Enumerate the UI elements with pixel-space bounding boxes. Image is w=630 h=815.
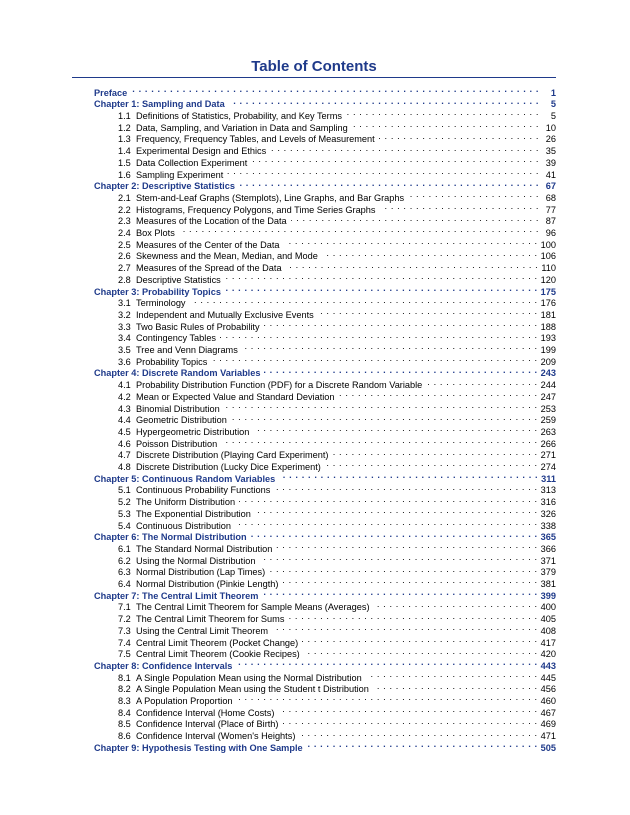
- dot-leader: [366, 669, 538, 681]
- section-title: Mean or Expected Value and Standard Deviation: [136, 391, 335, 402]
- section-number: 8.1: [118, 672, 131, 683]
- toc-section-entry[interactable]: [118, 494, 556, 506]
- section-title: Binomial Distribution: [136, 403, 220, 414]
- section-number: 4.8: [118, 462, 131, 473]
- page-number: 365: [540, 532, 556, 543]
- section-number: 1.3: [118, 134, 131, 145]
- dot-leader: [302, 634, 537, 646]
- dot-leader: [352, 119, 539, 131]
- toc-section-entry[interactable]: [118, 388, 556, 400]
- section-title: Normal Distribution (Pinkie Length): [136, 579, 279, 590]
- page-number: 456: [540, 684, 556, 695]
- section-number: 5.2: [118, 497, 131, 508]
- section-title: Hypergeometric Distribution: [136, 426, 250, 437]
- dot-leader: [255, 505, 538, 517]
- section-number: 5.3: [118, 508, 131, 519]
- dot-leader: [253, 423, 537, 435]
- dot-leader: [269, 564, 537, 576]
- section-title: Confidence Interval (Women's Heights): [136, 731, 296, 742]
- section-number: 2.7: [118, 263, 131, 274]
- dot-leader: [231, 412, 538, 424]
- page-number: 326: [540, 508, 556, 519]
- toc-section-entry[interactable]: [118, 166, 556, 178]
- toc-chapter-entry[interactable]: [94, 587, 556, 599]
- section-title: Continuous Distribution: [136, 520, 231, 531]
- section-number: 5.1: [118, 485, 131, 496]
- page-number: 209: [540, 356, 556, 367]
- page-number: 106: [540, 251, 556, 262]
- dot-leader: [225, 271, 538, 283]
- page-number: 420: [540, 649, 556, 660]
- page-number: 110: [541, 263, 556, 274]
- dot-leader: [380, 201, 540, 213]
- section-title: The Uniform Distribution: [136, 497, 236, 508]
- dot-leader: [251, 154, 539, 166]
- chapter-title: Chapter 1: Sampling and Data: [94, 99, 225, 110]
- section-number: 6.3: [118, 567, 131, 578]
- toc-section-entry[interactable]: [118, 517, 556, 529]
- section-number: 8.6: [118, 731, 131, 742]
- section-number: 4.2: [118, 391, 131, 402]
- section-title: Continuous Probability Functions: [136, 485, 271, 496]
- page-number: 443: [540, 660, 556, 671]
- toc-section-entry[interactable]: [118, 552, 556, 564]
- toc-section-entry[interactable]: [118, 119, 556, 131]
- dot-leader: [262, 587, 537, 599]
- section-title: Histograms, Frequency Polygons, and Time Series Graphs: [136, 204, 376, 215]
- section-title: Geometric Distribution: [136, 415, 227, 426]
- page-number: 176: [540, 298, 556, 309]
- section-title: A Single Population Mean using the Student t Distribution: [136, 684, 369, 695]
- section-title: Measures of the Center of the Data: [136, 239, 280, 250]
- section-title: Confidence Interval (Home Costs): [136, 707, 275, 718]
- page-number: 405: [540, 614, 556, 625]
- toc-section-entry[interactable]: [118, 458, 556, 473]
- toc-section-entry[interactable]: [118, 154, 556, 166]
- page-number: 266: [540, 438, 556, 449]
- toc-section-entry[interactable]: [118, 599, 556, 611]
- dot-leader: [270, 143, 539, 155]
- chapter-title: Chapter 4: Discrete Random Variables: [94, 368, 261, 379]
- toc-section-entry[interactable]: [118, 681, 556, 693]
- toc-section-entry[interactable]: [118, 377, 556, 389]
- page-number: 87: [545, 216, 556, 227]
- chapter-title: Chapter 3: Probability Topics: [94, 286, 221, 297]
- section-number: 3.3: [118, 321, 131, 332]
- section-title: Poisson Distribution: [136, 438, 218, 449]
- dot-leader: [426, 377, 537, 389]
- section-title: Experimental Design and Ethics: [136, 146, 267, 157]
- section-title: Discrete Distribution (Lucky Dice Experiment): [136, 462, 321, 473]
- toc-section-entry[interactable]: [118, 622, 556, 634]
- dot-leader: [299, 728, 537, 740]
- section-title: Two Basic Rules of Probability: [136, 321, 260, 332]
- dot-leader: [276, 540, 537, 552]
- toc-section-entry[interactable]: [118, 248, 556, 260]
- page-number: 467: [540, 707, 556, 718]
- page-number: 471: [540, 731, 556, 742]
- section-title: Measures of the Spread of the Data: [136, 263, 282, 274]
- section-title: The Central Limit Theorem for Sums: [136, 614, 285, 625]
- section-title: Tree and Venn Diagrams: [136, 345, 238, 356]
- dot-leader: [221, 435, 537, 447]
- page-number: 271: [540, 450, 556, 461]
- dot-leader: [225, 283, 538, 295]
- section-title: A Population Proportion: [136, 696, 233, 707]
- section-number: 2.3: [118, 216, 131, 227]
- dot-leader: [227, 166, 539, 178]
- section-number: 6.4: [118, 579, 131, 590]
- page-number: 243: [540, 368, 556, 379]
- toc-section-entry[interactable]: [118, 107, 556, 122]
- dot-leader: [307, 739, 538, 751]
- dot-leader: [239, 178, 539, 190]
- toc-section-entry[interactable]: [118, 306, 556, 318]
- section-title: Probability Topics: [136, 356, 208, 367]
- section-number: 1.1: [118, 111, 131, 122]
- section-title: Data, Sampling, and Variation in Data and Sampling: [136, 122, 348, 133]
- page-number: 35: [545, 146, 556, 157]
- toc-section-entry[interactable]: [118, 201, 556, 213]
- section-number: 2.1: [118, 192, 131, 203]
- page-number: 26: [545, 134, 556, 145]
- section-title: The Exponential Distribution: [136, 508, 251, 519]
- section-title: Data Collection Experiment: [136, 157, 248, 168]
- section-number: 5.4: [118, 520, 131, 531]
- page-number: 469: [540, 719, 556, 730]
- section-title: Skewness and the Mean, Median, and Mode: [136, 251, 318, 262]
- section-number: 3.4: [118, 333, 131, 344]
- toc-section-entry[interactable]: [118, 341, 556, 356]
- dot-leader: [274, 482, 537, 494]
- toc-section-entry[interactable]: [118, 447, 556, 459]
- dot-leader: [239, 494, 538, 506]
- toc-section-entry[interactable]: [118, 260, 556, 272]
- dot-leader: [373, 681, 538, 693]
- section-title: Contingency Tables: [136, 333, 217, 344]
- toc-section-entry[interactable]: [118, 330, 556, 342]
- section-title: Discrete Distribution (Playing Card Experiment): [136, 450, 329, 461]
- page-number: 399: [540, 590, 556, 601]
- toc-chapter-entry[interactable]: [94, 657, 556, 669]
- dot-leader: [291, 213, 539, 225]
- section-number: 2.8: [118, 274, 131, 285]
- toc-section-entry[interactable]: [118, 400, 556, 412]
- page-number: 41: [545, 169, 556, 180]
- chapter-title: Chapter 6: The Normal Distribution: [94, 532, 247, 543]
- dot-leader: [264, 365, 537, 377]
- toc-chapter-entry[interactable]: [94, 84, 556, 96]
- section-title: Using the Central Limit Theorem: [136, 625, 269, 636]
- toc-section-entry[interactable]: [118, 646, 556, 658]
- section-number: 7.3: [118, 625, 131, 636]
- section-title: The Standard Normal Distribution: [136, 543, 273, 554]
- section-number: 7.5: [118, 649, 131, 660]
- toc-section-entry[interactable]: [118, 540, 556, 552]
- section-number: 4.3: [118, 403, 131, 414]
- page-number: 366: [540, 543, 556, 554]
- section-number: 7.4: [118, 637, 131, 648]
- page-number: 1: [550, 87, 556, 98]
- dot-leader: [318, 306, 538, 318]
- toc-section-entry[interactable]: [118, 213, 556, 225]
- page-number: 505: [540, 742, 556, 753]
- section-number: 1.5: [118, 157, 131, 168]
- page-number: 244: [540, 380, 556, 391]
- section-number: 8.4: [118, 707, 131, 718]
- section-title: Central Limit Theorem (Cookie Recipes): [136, 649, 300, 660]
- page-number: 100: [540, 239, 556, 250]
- toc-section-entry[interactable]: [118, 634, 556, 646]
- toc-section-entry[interactable]: [118, 318, 556, 330]
- toc-section-entry[interactable]: [118, 505, 556, 517]
- dot-leader: [251, 529, 538, 541]
- section-title: Independent and Mutually Exclusive Events: [136, 309, 314, 320]
- page-number: 181: [540, 309, 556, 320]
- dot-leader: [224, 400, 538, 412]
- dot-leader: [220, 330, 538, 342]
- dot-leader: [339, 388, 538, 400]
- section-title: Central Limit Theorem (Pocket Change): [136, 637, 299, 648]
- toc-chapter-entry[interactable]: [94, 739, 556, 751]
- dot-leader: [237, 692, 538, 704]
- section-number: 7.1: [118, 602, 131, 613]
- section-number: 7.2: [118, 614, 131, 625]
- dot-leader: [304, 646, 538, 658]
- section-number: 8.3: [118, 696, 131, 707]
- toc-section-entry[interactable]: [118, 131, 556, 143]
- page-number: 68: [545, 192, 556, 203]
- dot-leader: [259, 552, 537, 564]
- section-title: Using the Normal Distribution: [136, 555, 256, 566]
- section-number: 2.4: [118, 228, 131, 239]
- section-number: 8.5: [118, 719, 131, 730]
- page-number: 247: [540, 391, 556, 402]
- page-number: 371: [540, 555, 556, 566]
- section-title: The Central Limit Theorem for Sample Means (Averages): [136, 602, 370, 613]
- dot-leader: [131, 84, 539, 96]
- dot-leader: [325, 458, 538, 470]
- dot-leader: [282, 575, 537, 587]
- section-number: 4.1: [118, 380, 131, 391]
- dot-leader: [242, 341, 538, 353]
- page-number: 316: [540, 497, 556, 508]
- page-number: 263: [540, 426, 556, 437]
- page-number: 67: [545, 181, 556, 192]
- page-number: 5: [550, 111, 556, 122]
- toc-section-entry[interactable]: [118, 143, 556, 155]
- toc-section-entry[interactable]: [118, 564, 556, 576]
- section-number: 1.4: [118, 146, 131, 157]
- dot-leader: [190, 295, 538, 307]
- page-number: 460: [540, 696, 556, 707]
- page-number: 381: [540, 579, 556, 590]
- page-number: 5: [550, 99, 556, 110]
- toc-chapter-entry[interactable]: [94, 365, 556, 377]
- section-title: A Single Population Mean using the Normal Distribution: [136, 672, 362, 683]
- dot-leader: [229, 96, 539, 108]
- dot-leader: [211, 353, 537, 365]
- chapter-title: Chapter 5: Continuous Random Variables: [94, 473, 276, 484]
- toc-section-entry[interactable]: [118, 353, 556, 365]
- page-number: 193: [540, 333, 556, 344]
- toc-section-entry[interactable]: [118, 412, 556, 424]
- section-title: Sampling Experiment: [136, 169, 224, 180]
- page-number: 338: [540, 520, 556, 531]
- section-number: 6.2: [118, 555, 131, 566]
- toc-section-entry[interactable]: [118, 236, 556, 248]
- chapter-title: Preface: [94, 87, 128, 98]
- section-number: 1.2: [118, 122, 131, 133]
- toc-section-entry[interactable]: [118, 704, 556, 716]
- section-number: 4.5: [118, 426, 131, 437]
- page-number: 408: [540, 625, 556, 636]
- section-title: Confidence Interval (Place of Birth): [136, 719, 279, 730]
- dot-leader: [282, 716, 537, 728]
- section-title: Normal Distribution (Lap Times): [136, 567, 266, 578]
- toc-section-entry[interactable]: [118, 295, 556, 307]
- chapter-title: Chapter 2: Descriptive Statistics: [94, 181, 235, 192]
- section-title: Measures of the Location of the Data: [136, 216, 287, 227]
- page-number: 274: [540, 462, 556, 473]
- page-number: 199: [540, 345, 556, 356]
- toc-section-entry[interactable]: [118, 728, 556, 740]
- toc-section-entry[interactable]: [118, 482, 556, 494]
- section-number: 4.7: [118, 450, 131, 461]
- toc-chapter-entry[interactable]: [94, 470, 556, 482]
- dot-leader: [279, 470, 538, 482]
- page-number: 120: [540, 274, 556, 285]
- dot-leader: [179, 224, 539, 236]
- section-number: 1.6: [118, 169, 131, 180]
- page-number: 313: [540, 485, 556, 496]
- chapter-title: Chapter 8: Confidence Intervals: [94, 660, 233, 671]
- section-number: 4.6: [118, 438, 131, 449]
- toc-chapter-entry[interactable]: [94, 529, 556, 541]
- section-number: 2.6: [118, 251, 131, 262]
- section-number: 2.2: [118, 204, 131, 215]
- page-number: 96: [545, 228, 556, 239]
- dot-leader: [346, 107, 539, 119]
- section-number: 3.1: [118, 298, 131, 309]
- section-title: Descriptive Statistics: [136, 274, 221, 285]
- title-rule: [72, 77, 556, 78]
- page-number: 259: [540, 415, 556, 426]
- dot-leader: [272, 622, 538, 634]
- page-number: 445: [540, 672, 556, 683]
- section-number: 8.2: [118, 684, 131, 695]
- dot-leader: [235, 517, 538, 529]
- section-title: Definitions of Statistics, Probability, and Key Terms: [136, 111, 342, 122]
- page-number: 311: [541, 473, 556, 484]
- toc-chapter-entry[interactable]: [94, 96, 556, 108]
- toc-section-entry[interactable]: [118, 611, 556, 623]
- section-number: 3.2: [118, 309, 131, 320]
- chapter-title: Chapter 9: Hypothesis Testing with One Sample: [94, 742, 303, 753]
- page-number: 175: [540, 286, 556, 297]
- page-title: Table of Contents: [251, 58, 377, 75]
- dot-leader: [286, 260, 539, 272]
- toc-section-entry[interactable]: [118, 271, 556, 283]
- toc-chapter-entry[interactable]: [94, 178, 556, 190]
- dot-leader: [264, 318, 538, 330]
- dot-leader: [408, 189, 539, 201]
- page-number: 400: [540, 602, 556, 613]
- section-title: Probability Distribution Function (PDF) for a Discrete Random Variable: [136, 380, 423, 391]
- toc-section-entry[interactable]: [118, 716, 556, 728]
- page-number: 77: [545, 204, 556, 215]
- toc-chapter-entry[interactable]: [94, 283, 556, 295]
- section-number: 4.4: [118, 415, 131, 426]
- section-number: 3.6: [118, 356, 131, 367]
- section-title: Terminology: [136, 298, 186, 309]
- section-title: Stem-and-Leaf Graphs (Stemplots), Line Graphs, and Bar Graphs: [136, 192, 405, 203]
- page-number: 10: [545, 122, 556, 133]
- dot-leader: [278, 704, 537, 716]
- dot-leader: [288, 611, 537, 623]
- page-number: 39: [545, 157, 556, 168]
- page-number: 417: [540, 637, 556, 648]
- section-number: 2.5: [118, 239, 131, 250]
- dot-leader: [379, 131, 539, 143]
- dot-leader: [284, 236, 538, 248]
- toc-section-entry[interactable]: [118, 692, 556, 707]
- dot-leader: [333, 447, 538, 459]
- chapter-title: Chapter 7: The Central Limit Theorem: [94, 590, 259, 601]
- toc-section-entry[interactable]: [118, 669, 556, 681]
- section-number: 3.5: [118, 345, 131, 356]
- page-number: 188: [540, 321, 556, 332]
- dot-leader: [374, 599, 538, 611]
- dot-leader: [322, 248, 538, 260]
- toc-section-entry[interactable]: [118, 575, 556, 590]
- toc-section-entry[interactable]: [118, 435, 556, 447]
- dot-leader: [236, 657, 537, 669]
- page-number: 379: [540, 567, 556, 578]
- section-title: Frequency, Frequency Tables, and Levels of Measurement: [136, 134, 375, 145]
- toc-section-entry[interactable]: [118, 189, 556, 201]
- section-title: Box Plots: [136, 228, 175, 239]
- section-number: 6.1: [118, 543, 131, 554]
- page-number: 253: [540, 403, 556, 414]
- toc-section-entry[interactable]: [118, 423, 556, 435]
- toc-section-entry[interactable]: [118, 224, 556, 239]
